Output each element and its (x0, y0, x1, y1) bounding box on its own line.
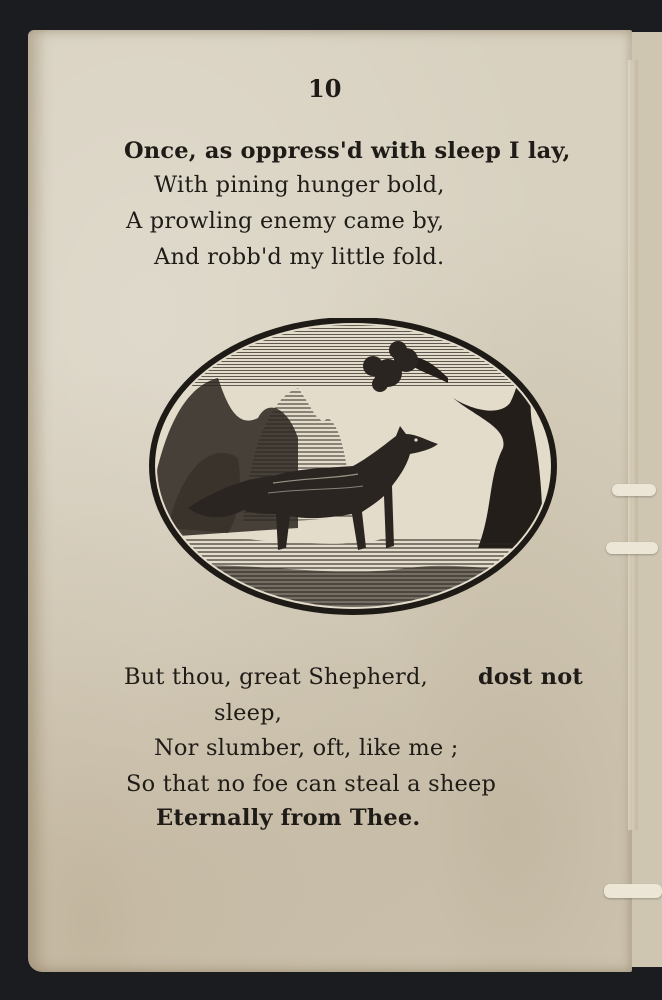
verse-line: A prowling enemy came by, (126, 208, 445, 234)
verse-line: With pining hunger bold, (154, 172, 445, 198)
verse-line: Once, as oppress'd with sleep I lay, (124, 138, 571, 164)
verse-line: Eternally from Thee. (156, 805, 421, 831)
verse-line: Nor slumber, oft, like me ; (154, 735, 459, 761)
fox-woodcut-icon (148, 318, 558, 618)
page-number: 10 (308, 74, 342, 103)
binding-thread (612, 484, 656, 496)
verse-line: But thou, great Shepherd, (124, 664, 428, 690)
verse-line: dost not (478, 664, 583, 690)
verse-line: So that no foe can steal a sheep (126, 771, 497, 797)
binding-thread (606, 542, 658, 554)
verse-line: sleep, (214, 700, 283, 726)
verse-line: And robb'd my little fold. (154, 244, 445, 270)
binding-edge (628, 60, 638, 830)
binding-thread (604, 884, 662, 898)
